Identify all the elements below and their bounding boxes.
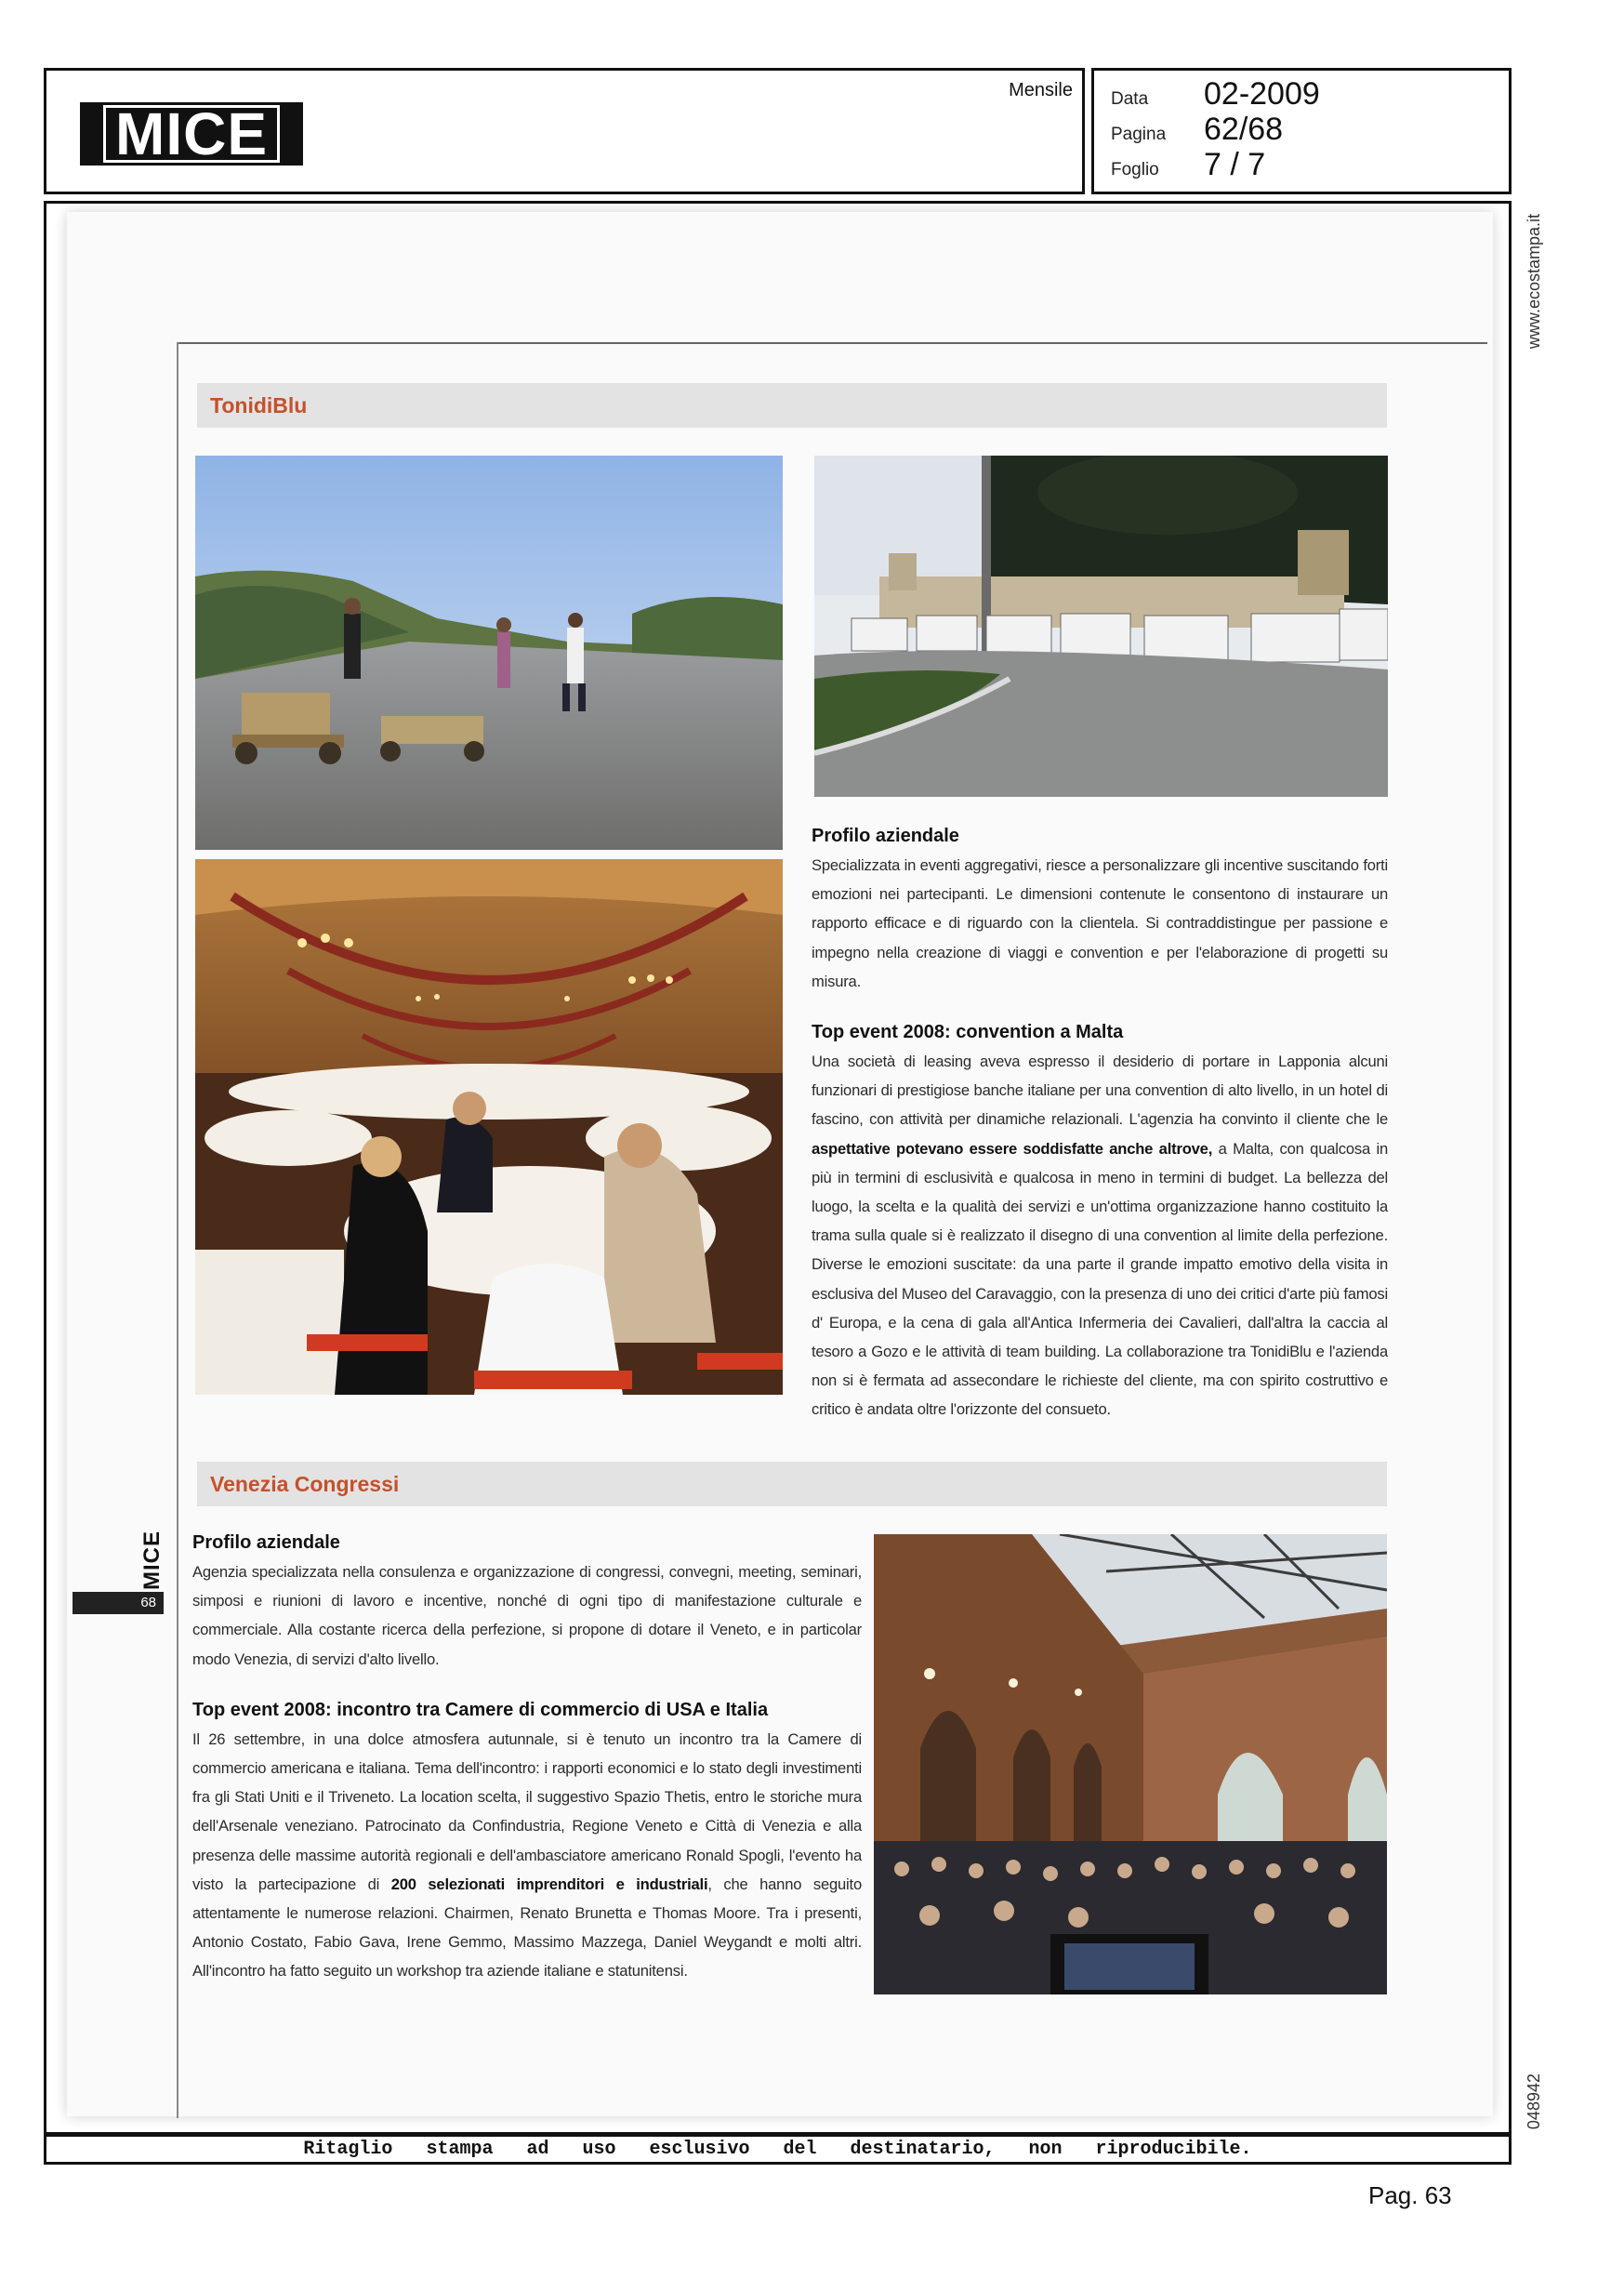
venezia-event-highlight: 200 selezionati imprenditori e industriali [390, 1875, 708, 1893]
venezia-profile-heading: Profilo aziendale [192, 1532, 340, 1553]
photo-gala-dinner [195, 859, 783, 1395]
page-value: 62/68 [1204, 112, 1284, 147]
tonidiblu-profile-text: Specializzata in eventi aggregativi, riesce a personalizzare gli incentive suscitando forti emozioni nei partecipanti. Le dimensioni contenute le consentono di instaurare un rapporto efficace e di riguardo con la clientela. Si contraddistingue per passione e impegno nella creazione di viaggi e convention e per l'elaborazione di progetti su misura. [812, 856, 1388, 990]
tonidiblu-event-heading: Top event 2008: convention a Malta [812, 1022, 1124, 1043]
date-row [1111, 76, 1320, 113]
date-value: 02-2009 [1204, 76, 1320, 112]
venezia-text [192, 1532, 862, 1986]
side-url: www.ecostampa.it [1525, 214, 1543, 350]
tonidiblu-event-highlight: aspettative potevano essere soddisfatte anche altrove, [812, 1139, 1213, 1158]
venezia-profile-text: Agenzia specializzata nella consulenza e organizzazione di congressi, convegni, meeting, seminari, simposi e riunioni di lavoro e incentive, nonché di ogni tipo di manifestazione culturale e commerciale. Alla costante ricerca della perfezione, si propone di dotare il Veneto, e in particolar modo Venezia, di servizi d'alto livello. [192, 1563, 862, 1668]
top-rule [177, 342, 1487, 344]
masthead-box [44, 68, 1085, 194]
photo-cart-race [195, 456, 783, 850]
section-title-venezia-congressi: Venezia Congressi [210, 1472, 400, 1496]
footer-notice: Ritaglio stampa ad uso esclusivo del destinatario, non riproducibile. [303, 2139, 1252, 2160]
venezia-event-text: Il 26 settembre, in una dolce atmosfera autunnale, si è tenuto un incontro tra la Camere di commercio americana e italiana. Tema dell'incontro: i rapporti economici e lo stato degli investimenti fra gli Stati Uniti e il Triveneto. La location scelta, il suggestivo Spazio Thetis, entro le storiche mura dell'Arsenale veneziano. Patrocinato da Confindustria, Regione Veneto e Città di Venezia e alla presenza delle massime autorità regionali e dell'ambasciatore americano Ronald Spogli, l'evento ha visto la partecipazione di 200 selezionati imprenditori e industriali, che hanno seguito attentamente le numerose relazioni. Chairmen, Renato Brunetta e Thomas Moore. Tra i presenti, Antonio Costato, Fabio Gava, Irene Gemmo, Massimo Mazzega, Daniel Weygandt e molti altri. All'incontro ha fatto seguito un workshop tra aziende italiane e statunitensi. [192, 1729, 862, 1981]
left-rule [177, 342, 178, 2118]
sheet-value: 7 / 7 [1204, 147, 1266, 182]
tonidiblu-event-text: Una società di leasing aveva espresso il desiderio di portare in Lapponia alcuni funzionari di prestigiose banche italiane per una convention di alto livello, in un hotel di fascino, con attività per dinamiche relazionali. L'agenzia ha convinto il cliente che le aspettative potevano essere soddisfatte anche altrove, a Malta, con qualcosa in più in termini di esclusività e qualcosa in meno in termini di budget. La bellezza del luogo, la scelta e la qualità dei servizi e un'ottima organizzazione hanno costituito la trama sulla quale si è realizzato il disegno di una convention al limite della perfezione. Diverse le emozioni suscitate: da una parte il grande impatto emotivo della visita in esclusiva del Museo del Caravaggio, con la presenza di uno dei critici d'arte più famosi d' Europa, e la cena di gala all'Antica Infermeria dei Cavalieri, dall'altra la caccia al tesoro a Gozo e le attività di team building. La collaborazione tra TonidiBlu e l'azienda non si è fermata ad assecondare le richieste del cliente, ma con spirito costruttivo e critico è andata oltre l'orizzonte del consueto. [812, 1053, 1388, 1419]
photo-conference-hall [874, 1534, 1387, 1994]
venezia-event-heading: Top event 2008: incontro tra Camere di commercio di USA e Italia [192, 1699, 769, 1720]
sheet-row [1111, 147, 1265, 183]
side-tab-logo: MICE [139, 1530, 165, 1590]
tonidiblu-text [812, 826, 1388, 1424]
page-row [1111, 112, 1283, 148]
footer-notice-box [44, 2135, 1512, 2165]
periodicity-label: Mensile [1009, 80, 1073, 100]
side-clip-code: 048942 [1525, 2074, 1543, 2130]
mice-logo: MICE [80, 102, 303, 166]
page-number: Pag. 63 [1368, 2181, 1452, 2209]
tonidiblu-profile-heading: Profilo aziendale [812, 826, 959, 846]
section-title-tonidiblu: TonidiBlu [210, 393, 308, 417]
page-label: Pagina [1111, 125, 1167, 144]
section-bar-venezia-congressi [197, 1462, 1387, 1506]
date-label: Data [1111, 89, 1149, 109]
photo-jeep-convoy [814, 456, 1388, 797]
section-bar-tonidiblu [197, 383, 1387, 428]
issue-info-box [1091, 68, 1512, 194]
side-tab-page-number: 68 [73, 1592, 164, 1614]
sheet-label: Foglio [1111, 160, 1159, 179]
